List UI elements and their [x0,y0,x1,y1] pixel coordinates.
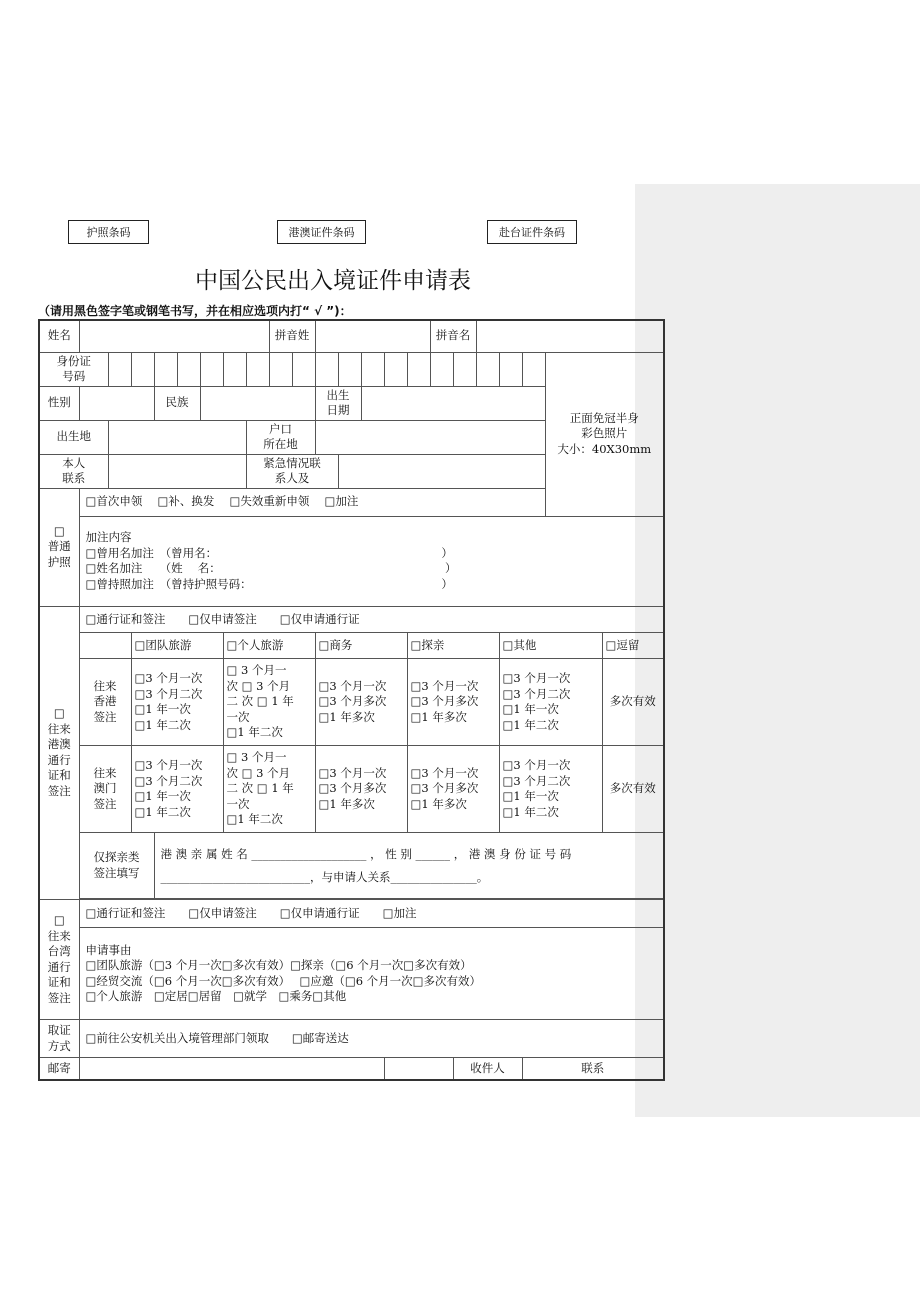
hk-business-options[interactable]: □3 个月一次 □3 个月多次 □1 年多次 [315,659,407,746]
id-digit-box[interactable] [246,352,269,386]
id-digit-box[interactable] [154,352,177,386]
id-digit-box[interactable] [223,352,246,386]
id-digit-box[interactable] [131,352,154,386]
id-digit-box[interactable] [522,352,545,386]
birth-date-label: 出生 日期 [315,386,361,420]
taiwan-options[interactable]: □通行证和签注 □仅申请签注 □仅申请通行证 □加注 [79,900,664,928]
type-stay[interactable]: □逗留 [602,633,664,659]
type-business[interactable]: □商务 [315,633,407,659]
birth-date-field[interactable] [361,386,545,420]
taiwan-barcode-box: 赴台证件条码 [487,220,577,244]
id-digit-box[interactable] [177,352,200,386]
passport-barcode-box: 护照条码 [68,220,149,244]
contact-field[interactable] [108,454,246,488]
mailing-extra-field[interactable] [384,1058,453,1080]
mo-individual-options[interactable]: □ 3 个月一 次 □ 3 个月 二 次 □ 1 年 一次 □1 年二次 [223,746,315,833]
birthplace-field[interactable] [108,420,246,454]
mo-endorsement-label: 往来 澳门 签注 [79,746,131,833]
pinyin-given-field[interactable] [476,320,664,352]
type-family-visit[interactable]: □探亲 [407,633,499,659]
taiwan-reason-line[interactable]: □团队旅游（□3 个月一次□多次有效）□探亲（□6 个月一次□多次有效） [85,958,472,973]
id-digit-box[interactable] [407,352,430,386]
type-other[interactable]: □其他 [499,633,602,659]
pinyin-surname-field[interactable] [315,320,430,352]
hk-other-options[interactable]: □3 个月一次 □3 个月二次 □1 年一次 □1 年二次 [499,659,602,746]
mailing-label: 邮寄 [39,1058,79,1080]
id-digit-box[interactable] [338,352,361,386]
id-digit-box[interactable] [453,352,476,386]
id-digit-box[interactable] [108,352,131,386]
hkmo-header-blank [79,633,131,659]
ethnicity-field[interactable] [200,386,315,420]
birthplace-label: 出生地 [39,420,108,454]
hk-endorsement-label: 往来 香港 签注 [79,659,131,746]
taiwan-reasons: 申请事由 □团队旅游（□3 个月一次□多次有效）□探亲（□6 个月一次□多次有效） □经贸交流（□6 个月一次□多次有效） □应邀（□6 个月一次□多次有效） □个人旅游 □定居□居留 □就学 □乘务□其他 [79,928,664,1020]
photo-area: 正面免冠半身 彩色照片 大小：40X30mm [545,352,664,516]
mo-group-options[interactable]: □3 个月一次 □3 个月二次 □1 年一次 □1 年二次 [131,746,223,833]
hk-visit-options[interactable]: □3 个月一次 □3 个月多次 □1 年多次 [407,659,499,746]
mailing-address-field[interactable] [79,1058,384,1080]
id-digit-box[interactable] [200,352,223,386]
hkmo-section-label: □ 往来 港澳 通行 证和 签注 [39,606,79,900]
mo-business-options[interactable]: □3 个月一次 □3 个月多次 □1 年多次 [315,746,407,833]
mail-contact-label: 联系 [522,1058,664,1080]
id-digit-box[interactable] [384,352,407,386]
id-digit-box[interactable] [269,352,292,386]
emergency-contact-label: 紧急情况联 系人及 [246,454,338,488]
type-individual-tour[interactable]: □个人旅游 [223,633,315,659]
hk-group-options[interactable]: □3 个月一次 □3 个月二次 □1 年一次 □1 年二次 [131,659,223,746]
household-label: 户口 所在地 [246,420,315,454]
id-digit-box[interactable] [292,352,315,386]
pinyin-given-label: 拼音名 [430,320,476,352]
hkmo-options[interactable]: □通行证和签注 □仅申请签注 □仅申请通行证 [79,606,664,633]
emergency-contact-field[interactable] [338,454,545,488]
form-title: 中国公民出入境证件申请表 [195,268,471,294]
hk-individual-options[interactable]: □ 3 个月一 次 □ 3 个月 二 次 □ 1 年 一次 □1 年二次 [223,659,315,746]
taiwan-section-label: □ 往来 台湾 通行 证和 签注 [39,900,79,1020]
type-group-tour[interactable]: □团队旅游 [131,633,223,659]
taiwan-reason-line[interactable]: □个人旅游 □定居□居留 □就学 □乘务□其他 [85,989,347,1004]
gender-label: 性别 [39,386,79,420]
passport-options[interactable]: □首次申领 □补、换发 □失效重新申领 □加注 [79,488,545,516]
ethnicity-label: 民族 [154,386,200,420]
relative-info-field[interactable]: 港 澳 亲 属 姓 名 ____________________ ， 性 别 ______ ， 港 澳 身 份 证 号 码 __________________________，与申请人关系_______________。 [154,833,664,899]
pinyin-surname-label: 拼音姓 [269,320,315,352]
id-digit-box[interactable] [430,352,453,386]
mo-stay-option: 多次有效 [602,746,664,833]
side-panel [635,184,920,1117]
taiwan-reason-line[interactable]: □经贸交流（□6 个月一次□多次有效） □应邀（□6 个月一次□多次有效） [85,973,482,988]
mo-other-options[interactable]: □3 个月一次 □3 个月二次 □1 年一次 □1 年二次 [499,746,602,833]
name-label: 姓名 [39,320,79,352]
passport-section-label: □ 普通 护照 [39,488,79,606]
recipient-label: 收件人 [453,1058,522,1080]
id-digit-box[interactable] [361,352,384,386]
household-field[interactable] [315,420,545,454]
id-digit-box[interactable] [315,352,338,386]
name-endorsement[interactable]: □姓名加注 （姓 名： ） [85,561,457,576]
pickup-method-label: 取证 方式 [39,1020,79,1058]
mo-visit-options[interactable]: □3 个月一次 □3 个月多次 □1 年多次 [407,746,499,833]
application-form [38,319,665,1081]
passport-endorsement: 加注内容 □曾用名加注 （曾用名： ） □姓名加注 （姓 名： ） □曾持照加注 （曾持护照号码： ） [79,516,664,606]
former-passport-endorsement[interactable]: □曾持照加注 （曾持护照号码： ） [85,576,453,591]
relative-visit-label: 仅探亲类 签注填写 [79,833,154,899]
id-number-label: 身份证 号码 [39,352,108,386]
pickup-options[interactable]: □前往公安机关出入境管理部门领取 □邮寄送达 [79,1020,664,1058]
hkmo-barcode-box: 港澳证件条码 [277,220,366,244]
name-field[interactable] [79,320,269,352]
contact-label: 本人 联系 [39,454,108,488]
id-digit-box[interactable] [499,352,522,386]
form-instruction: （请用黑色签字笔或钢笔书写，并在相应选项内打“ √ ”)： [38,304,352,318]
gender-field[interactable] [79,386,154,420]
id-digit-box[interactable] [476,352,499,386]
former-name-endorsement[interactable]: □曾用名加注 （曾用名： ） [85,545,453,560]
hk-stay-option: 多次有效 [602,659,664,746]
